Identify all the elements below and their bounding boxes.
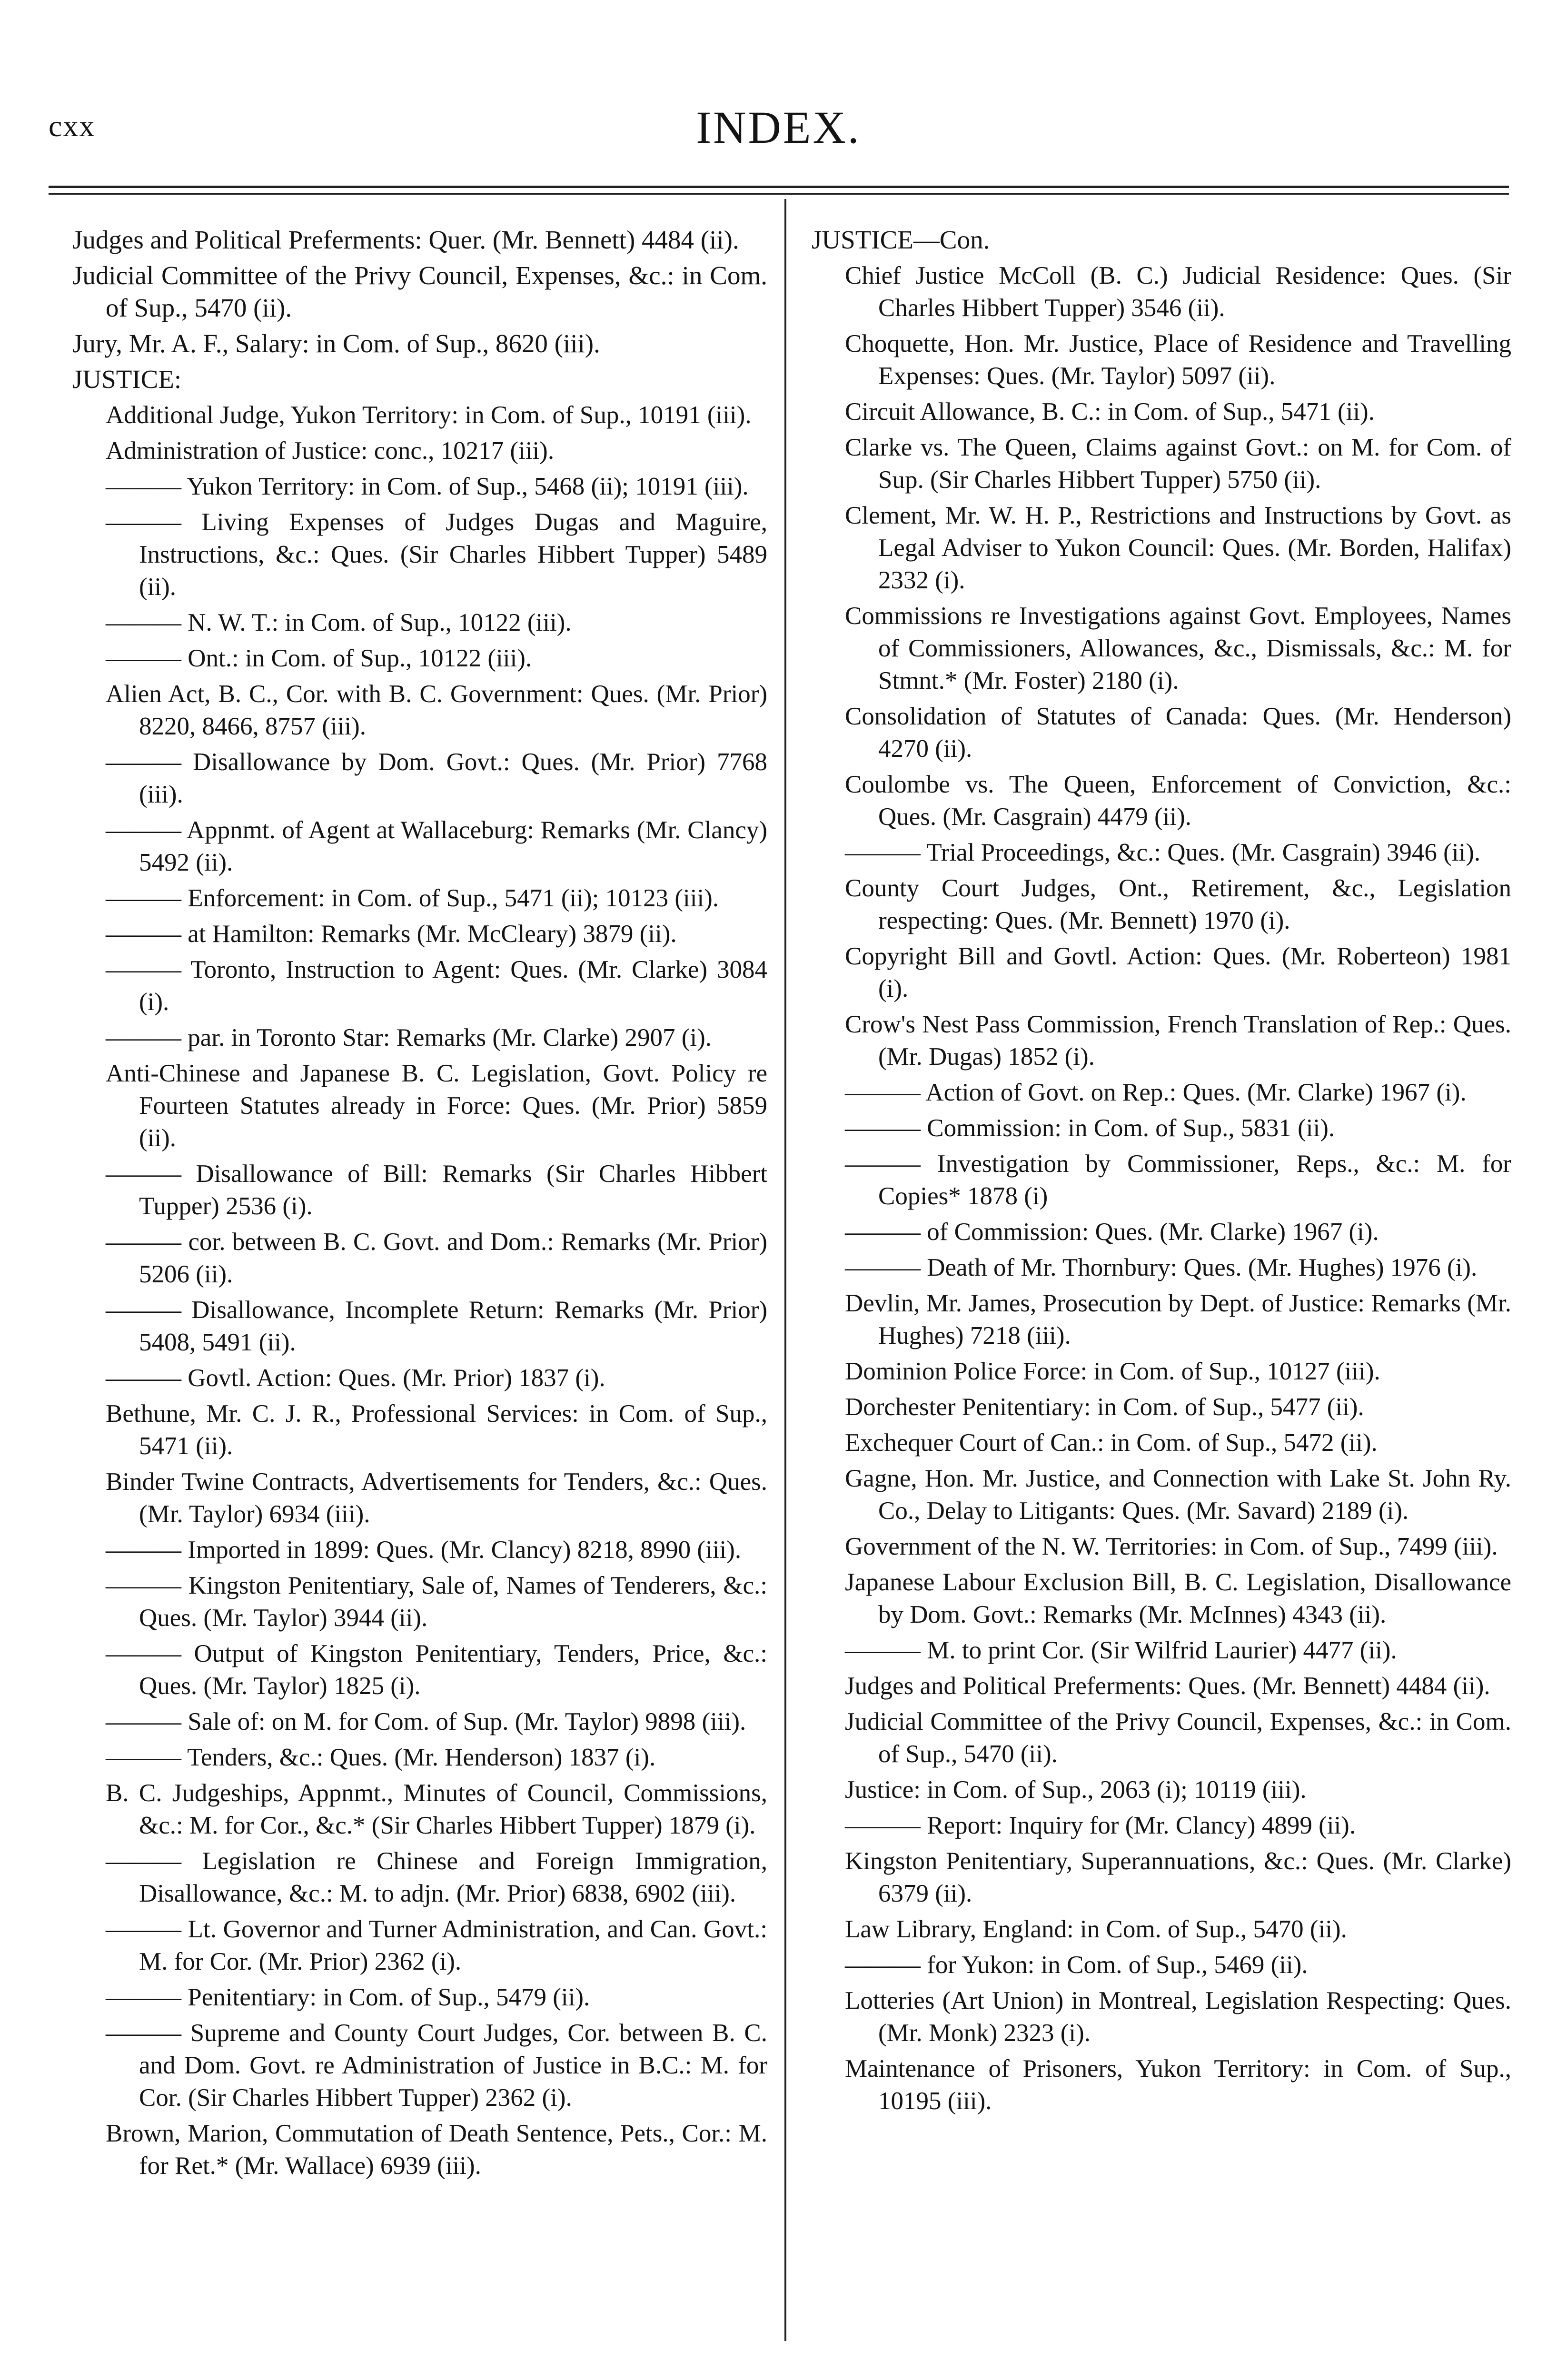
index-entry: Choquette, Hon. Mr. Justice, Place of Residence and Travelling Expenses: Ques. (Mr. Taylor) 5097 (ii). <box>845 330 1511 390</box>
index-entry: Jury, Mr. A. F., Salary: in Com. of Sup., 8620 (iii). <box>72 329 600 358</box>
index-entry: Clarke vs. The Queen, Claims against Govt.: on M. for Com. of Sup. (Sir Charles Hibbert Tupper) 5750 (ii). <box>845 434 1511 494</box>
index-entry: ——— Penitentiary: in Com. of Sup., 5479 (ii). <box>106 1983 590 2011</box>
index-entry: ——— Living Expenses of Judges Dugas and Maguire, Instructions, &c.: Ques. (Sir Charles Hibbert Tupper) 5489 (ii). <box>106 508 767 601</box>
index-entry: Gagne, Hon. Mr. Justice, and Connection with Lake St. John Ry. Co., Delay to Litigants: Ques. (Mr. Savard) 2189 (i). <box>845 1465 1511 1525</box>
index-entry: Exchequer Court of Can.: in Com. of Sup., 5472 (ii). <box>845 1429 1378 1457</box>
index-entry: ——— Imported in 1899: Ques. (Mr. Clancy) 8218, 8990 (iii). <box>106 1536 742 1564</box>
index-entry: Dominion Police Force: in Com. of Sup., 10127 (iii). <box>845 1358 1380 1385</box>
index-entry: JUSTICE—Con. <box>812 225 990 254</box>
index-entry: Alien Act, B. C., Cor. with B. C. Government: Ques. (Mr. Prior) 8220, 8466, 8757 (iii). <box>106 680 767 740</box>
left-column <box>72 224 767 2185</box>
index-entry: ——— of Commission: Ques. (Mr. Clarke) 1967 (i). <box>845 1218 1379 1246</box>
index-entry: Maintenance of Prisoners, Yukon Territory: in Com. of Sup., 10195 (iii). <box>845 2055 1511 2115</box>
index-entry: B. C. Judgeships, Appnmt., Minutes of Council, Commissions, &c.: M. for Cor., &c.* (Sir Charles Hibbert Tupper) 1879 (i). <box>106 1779 767 1839</box>
index-entry: ——— Appnmt. of Agent at Wallaceburg: Remarks (Mr. Clancy) 5492 (ii). <box>106 816 767 876</box>
index-entry: ——— Legislation re Chinese and Foreign Immigration, Disallowance, &c.: M. to adjn. (Mr. Prior) 6838, 6902 (iii). <box>106 1847 767 1907</box>
index-entry: ——— Enforcement: in Com. of Sup., 5471 (ii); 10123 (iii). <box>106 884 719 912</box>
index-entry: ——— Kingston Penitentiary, Sale of, Names of Tenderers, &c.: Ques. (Mr. Taylor) 3944 (ii). <box>106 1572 767 1632</box>
page-title: INDEX. <box>696 102 861 153</box>
index-entry: ——— Lt. Governor and Turner Administration, and Can. Govt.: M. for Cor. (Mr. Prior) 2362 (i). <box>106 1915 767 1975</box>
index-entry: ——— Report: Inquiry for (Mr. Clancy) 4899 (ii). <box>845 1812 1356 1839</box>
index-entry: Bethune, Mr. C. J. R., Professional Services: in Com. of Sup., 5471 (ii). <box>106 1400 767 1460</box>
page-folio: cxx <box>49 109 96 143</box>
index-entry: ——— Commission: in Com. of Sup., 5831 (ii). <box>845 1114 1335 1142</box>
index-entry: Additional Judge, Yukon Territory: in Com. of Sup., 10191 (iii). <box>106 401 752 429</box>
index-entry: ——— M. to print Cor. (Sir Wilfrid Laurier) 4477 (ii). <box>845 1636 1397 1664</box>
index-entry: ——— Supreme and County Court Judges, Cor. between B. C. and Dom. Govt. re Administration of Justice in B.C.: M. for Cor. (Sir Charles Hibbert Tupper) 2362 (i). <box>106 2019 767 2112</box>
index-entry: ——— Tenders, &c.: Ques. (Mr. Henderson) 1837 (i). <box>106 1744 656 1771</box>
index-entry: Law Library, England: in Com. of Sup., 5470 (ii). <box>845 1915 1347 1943</box>
index-entry: Judges and Political Preferments: Ques. (Mr. Bennett) 4484 (ii). <box>845 1672 1490 1700</box>
index-entry: ——— Disallowance by Dom. Govt.: Ques. (Mr. Prior) 7768 (iii). <box>106 748 767 808</box>
header-rule-thin <box>49 193 1509 195</box>
index-entry: Commissions re Investigations against Govt. Employees, Names of Commissioners, Allowances, &c., Dismissals, &c.: M. for Stmnt.* (Mr. Foster) 2180 (i). <box>845 602 1511 694</box>
index-entry: Anti-Chinese and Japanese B. C. Legislation, Govt. Policy re Fourteen Statutes already in Force: Ques. (Mr. Prior) 5859 (ii). <box>106 1060 767 1152</box>
column-divider <box>784 199 786 2341</box>
index-entry: Kingston Penitentiary, Superannuations, &c.: Ques. (Mr. Clarke) 6379 (ii). <box>845 1847 1511 1907</box>
index-entry: ——— cor. between B. C. Govt. and Dom.: Remarks (Mr. Prior) 5206 (ii). <box>106 1228 767 1288</box>
index-entry: County Court Judges, Ont., Retirement, &c., Legislation respecting: Ques. (Mr. Bennett) 1970 (i). <box>845 874 1511 934</box>
index-entry: ——— Investigation by Commissioner, Reps., &c.: M. for Copies* 1878 (i) <box>845 1150 1511 1210</box>
index-entry: JUSTICE: <box>72 365 182 394</box>
index-entry: Binder Twine Contracts, Advertisements for Tenders, &c.: Ques. (Mr. Taylor) 6934 (iii). <box>106 1468 767 1528</box>
index-entry: Judges and Political Preferments: Quer. (Mr. Bennett) 4484 (ii). <box>72 225 739 254</box>
index-entry: Justice: in Com. of Sup., 2063 (i); 10119 (iii). <box>845 1776 1307 1804</box>
index-entry: ——— Govtl. Action: Ques. (Mr. Prior) 1837 (i). <box>106 1364 605 1392</box>
index-entry: ——— for Yukon: in Com. of Sup., 5469 (ii). <box>845 1951 1308 1979</box>
index-entry: Brown, Marion, Commutation of Death Sentence, Pets., Cor.: M. for Ret.* (Mr. Wallace) 6939 (iii). <box>106 2120 767 2180</box>
index-entry: ——— Disallowance of Bill: Remarks (Sir Charles Hibbert Tupper) 2536 (i). <box>106 1160 767 1220</box>
index-entry: Circuit Allowance, B. C.: in Com. of Sup., 5471 (ii). <box>845 398 1375 426</box>
index-entry: ——— Disallowance, Incomplete Return: Remarks (Mr. Prior) 5408, 5491 (ii). <box>106 1296 767 1356</box>
index-entry: ——— par. in Toronto Star: Remarks (Mr. Clarke) 2907 (i). <box>106 1024 712 1051</box>
index-entry: Consolidation of Statutes of Canada: Ques. (Mr. Henderson) 4270 (ii). <box>845 703 1511 763</box>
index-entry: Japanese Labour Exclusion Bill, B. C. Legislation, Disallowance by Dom. Govt.: Remarks (Mr. McInnes) 4343 (ii). <box>845 1568 1511 1628</box>
index-entry: Lotteries (Art Union) in Montreal, Legislation Respecting: Ques. (Mr. Monk) 2323 (i). <box>845 1987 1511 2047</box>
index-entry: ——— Death of Mr. Thornbury: Ques. (Mr. Hughes) 1976 (i). <box>845 1254 1478 1281</box>
index-entry: ——— N. W. T.: in Com. of Sup., 10122 (iii). <box>106 609 572 636</box>
index-entry: ——— Action of Govt. on Rep.: Ques. (Mr. Clarke) 1967 (i). <box>845 1079 1467 1106</box>
index-entry: Coulombe vs. The Queen, Enforcement of Conviction, &c.: Ques. (Mr. Casgrain) 4479 (ii). <box>845 771 1511 831</box>
index-entry: Chief Justice McColl (B. C.) Judicial Residence: Ques. (Sir Charles Hibbert Tupper) 3546 (ii). <box>845 262 1511 322</box>
index-entry: ——— Output of Kingston Penitentiary, Tenders, Price, &c.: Ques. (Mr. Taylor) 1825 (i). <box>106 1640 767 1700</box>
index-entry: ——— Yukon Territory: in Com. of Sup., 5468 (ii); 10191 (iii). <box>106 473 749 500</box>
index-entry: Administration of Justice: conc., 10217 (iii). <box>106 437 555 465</box>
index-entry: Judicial Committee of the Privy Council, Expenses, &c.: in Com. of Sup., 5470 (ii). <box>845 1708 1511 1768</box>
right-column <box>812 224 1511 2121</box>
index-entry: Devlin, Mr. James, Prosecution by Dept. of Justice: Remarks (Mr. Hughes) 7218 (iii). <box>845 1289 1511 1349</box>
index-entry: Crow's Nest Pass Commission, French Translation of Rep.: Ques. (Mr. Dugas) 1852 (i). <box>845 1011 1511 1071</box>
index-entry: ——— Ont.: in Com. of Sup., 10122 (iii). <box>106 645 532 672</box>
index-entry: ——— Trial Proceedings, &c.: Ques. (Mr. Casgrain) 3946 (ii). <box>845 839 1481 866</box>
index-entry: Clement, Mr. W. H. P., Restrictions and Instructions by Govt. as Legal Adviser to Yukon Council: Ques. (Mr. Borden, Halifax) 2332 (i). <box>845 502 1511 594</box>
index-entry: ——— at Hamilton: Remarks (Mr. McCleary) 3879 (ii). <box>106 920 677 948</box>
index-entry: ——— Toronto, Instruction to Agent: Ques. (Mr. Clarke) 3084 (i). <box>106 956 767 1016</box>
index-entry: Copyright Bill and Govtl. Action: Ques. (Mr. Roberteon) 1981 (i). <box>845 942 1511 1002</box>
index-entry: ——— Sale of: on M. for Com. of Sup. (Mr. Taylor) 9898 (iii). <box>106 1708 746 1735</box>
index-entry: Dorchester Penitentiary: in Com. of Sup., 5477 (ii). <box>845 1393 1364 1421</box>
header-rule <box>49 186 1509 188</box>
index-entry: Judicial Committee of the Privy Council, Expenses, &c.: in Com. of Sup., 5470 (ii). <box>72 261 767 322</box>
index-entry: Government of the N. W. Territories: in Com. of Sup., 7499 (iii). <box>845 1533 1498 1560</box>
